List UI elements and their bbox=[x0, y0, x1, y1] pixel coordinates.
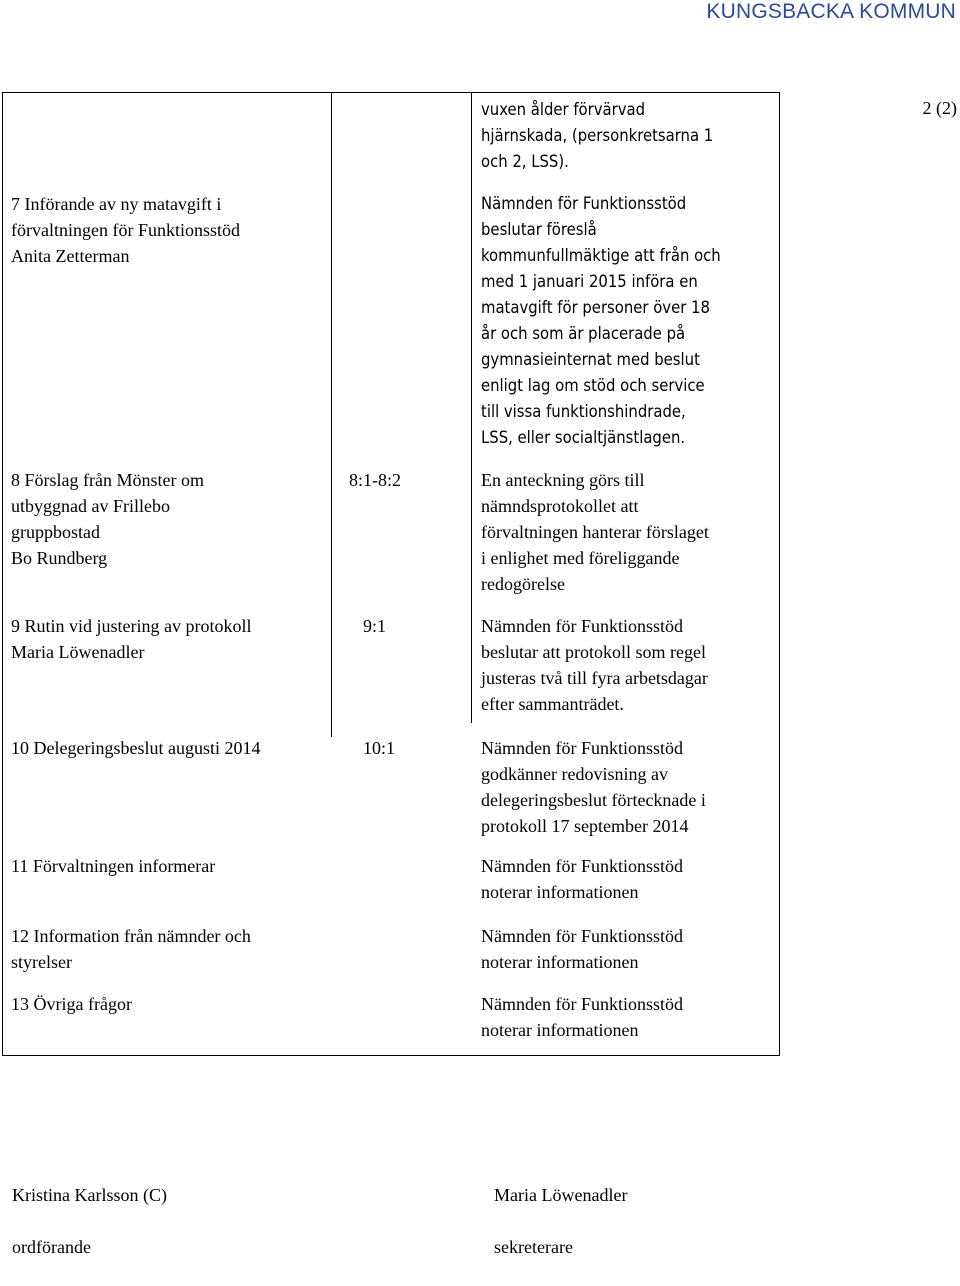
agenda-item-11-subject: 11 Förvaltningen informerar bbox=[11, 856, 216, 876]
agenda-item-9-decision: Nämnden för Funktionsstöd beslutar att protokoll som regel justeras två till fyra arbetsdagar efter sammanträdet. bbox=[481, 616, 708, 714]
signature-secretary bbox=[494, 1156, 627, 1286]
signature-name: Kristina Karlsson (C) bbox=[12, 1185, 167, 1205]
agenda-item-10-decision: Nämnden för Funktionsstöd godkänner redovisning av delegeringsbeslut förtecknade i protokoll 17 september 2014 bbox=[481, 738, 706, 836]
minutes-table bbox=[2, 92, 780, 1056]
agenda-item-10-ref: 10:1 bbox=[363, 738, 396, 758]
agenda-item-8-ref: 8:1-8:2 bbox=[349, 470, 401, 490]
signature-chairperson bbox=[12, 1156, 167, 1286]
agenda-item-9-ref: 9:1 bbox=[363, 616, 387, 636]
agenda-item-11-decision: Nämnden för Funktionsstöd noterar informationen bbox=[481, 856, 683, 902]
agenda-item-10-subject: 10 Delegeringsbeslut augusti 2014 bbox=[11, 738, 261, 758]
signature-role: ordförande bbox=[12, 1237, 91, 1257]
agenda-item-13-subject: 13 Övriga frågor bbox=[11, 994, 132, 1014]
signature-role: sekreterare bbox=[494, 1237, 573, 1257]
agenda-item-7-subject: 7 Införande av ny matavgift i förvaltningen för Funktionsstöd Anita Zetterman bbox=[11, 194, 240, 266]
agenda-item-8-subject: 8 Förslag från Mönster om utbyggnad av Frillebo gruppbostad Bo Rundberg bbox=[11, 470, 204, 568]
agenda-item-12-decision: Nämnden för Funktionsstöd noterar informationen bbox=[481, 926, 683, 972]
agenda-item-13-decision: Nämnden för Funktionsstöd noterar informationen bbox=[481, 994, 683, 1040]
page-number: 2 (2) bbox=[922, 98, 957, 118]
decision-cell-continuation: vuxen ålder förvärvad hjärnskada, (personkretsarna 1 och 2, LSS). bbox=[481, 100, 714, 171]
agenda-item-8-decision: En anteckning görs till nämndsprotokollet att förvaltningen hanterar förslaget i enlighet med föreliggande redogörelse bbox=[481, 470, 709, 594]
column-divider-subject bbox=[331, 93, 332, 737]
agenda-item-9-subject: 9 Rutin vid justering av protokoll Maria Löwenadler bbox=[11, 616, 252, 662]
agenda-item-7-decision: Nämnden för Funktionsstöd beslutar föreslå kommunfullmäktige att från och med 1 januari 2015 införa en matavgift för personer över 18 år och som är placerade på gymnasieinternat med beslut enligt lag om stöd och service till vissa funktionshindrade, LSS, eller socialtjänstlagen. bbox=[481, 194, 721, 447]
signature-name: Maria Löwenadler bbox=[494, 1185, 628, 1205]
column-divider-ref bbox=[471, 93, 472, 723]
agenda-item-12-subject: 12 Information från nämnder och styrelser bbox=[11, 926, 251, 972]
organization-header: KUNGSBACKA KOMMUN bbox=[706, 0, 956, 23]
